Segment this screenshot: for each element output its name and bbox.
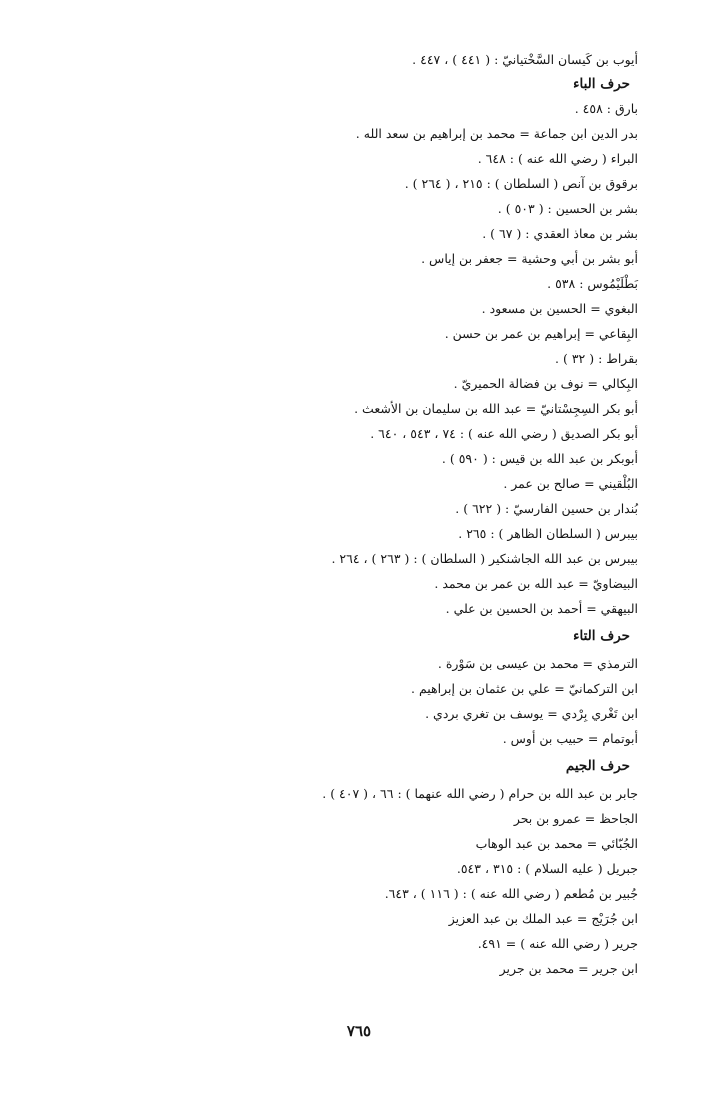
index-entry: برقوق بن آنص ( السلطان ) : ٢١٥ ، ( ٢٦٤ ) . [404,176,638,191]
index-entry: البيضاويّ = عبد الله بن عمر بن محمد . [434,576,638,591]
index-entry: الترمذي = محمد بن عيسى بن سَوْرة . [437,656,638,671]
index-entry: ابن جُرَيْج = عبد الملك بن عبد العزيز [448,911,638,926]
index-entry: أبو بكر السِجِسْتانيّ = عبد الله بن سليمان بن الأشعث . [354,401,638,416]
index-entry: البُلْقيني = صالح بن عمر . [503,476,638,491]
index-entry: البغوي = الحسين بن مسعود . [481,301,638,316]
index-entry: جابر بن عبد الله بن حرام ( رضي الله عنهما ) : ٦٦ ، ( ٤٠٧ ) . [322,786,638,801]
index-entry: بُندار بن حسين الفارسيّ : ( ٦٢٢ ) . [455,501,638,516]
index-entry: بَطْلَيْمُوس : ٥٣٨ . [547,276,638,291]
index-entry: البِكالي = نوف بن فضالة الحميريّ . [453,376,638,391]
index-entry: أبو بشر بن أبي وحشية = جعفر بن إياس . [421,251,638,266]
index-entry: البيهقي = أحمد بن الحسين بن علي . [445,601,638,616]
index-entry: بشر بن الحسين : ( ٥٠٣ ) . [497,201,638,216]
index-entry: جرير ( رضي الله عنه ) = ٤٩١. [477,936,638,951]
index-entry: أيوب بن كَيسان السَّخْتيانيّ : ( ٤٤١ ) ، ٤٤٧ . [412,52,638,67]
index-entry: ابن التركمانيّ = علي بن عثمان بن إبراهيم . [411,681,638,696]
index-entry: ابن تَغْري بِرْدي = يوسف بن تغري بردي . [425,706,638,721]
index-column [308,47,638,981]
index-entry: بيبرس ( السلطان الظاهر ) : ٢٦٥ . [458,526,638,541]
index-entry: بيبرس بن عبد الله الجاشنكير ( السلطان ) : ( ٢٦٣ ) ، ٢٦٤ . [331,551,638,566]
index-entry: بشر بن معاذ العقدي : ( ٦٧ ) . [482,226,638,241]
index-entry: بارق : ٤٥٨ . [574,101,638,116]
index-entry: الجاحظ = عمرو بن بحر [513,811,638,826]
index-entry: أبوبكر بن عبد الله بن قيس : ( ٥٩٠ ) . [441,451,638,466]
page-number: ٧٦٥ [346,1022,372,1040]
index-entry: ابن جرير = محمد بن جرير [499,961,638,976]
section-heading: حرف التاء [573,628,630,644]
index-entry: بدر الدين ابن جماعة = محمد بن إبراهيم بن سعد الله . [355,126,638,141]
index-entry: البراء ( رضي الله عنه ) : ٦٤٨ . [477,151,638,166]
index-entry: بقراط : ( ٣٢ ) . [555,351,638,366]
index-entry: جبريل ( عليه السلام ) : ٣١٥ ، ٥٤٣. [456,861,638,876]
section-heading: حرف الجيم [565,758,630,774]
section-heading: حرف الباء [573,76,630,92]
index-entry: الجُبّائي = محمد بن عبد الوهاب [475,836,638,851]
index-entry: أبو بكر الصديق ( رضي الله عنه ) : ٧٤ ، ٥٤٣ ، ٦٤٠ . [370,426,638,441]
index-entry: البِقاعي = إبراهيم بن عمر بن حسن . [444,326,638,341]
index-entry: جُبير بن مُطعم ( رضي الله عنه ) : ( ١١٦ ) ، ٦٤٣. [384,886,638,901]
index-entry: أبوتمام = حبيب بن أوس . [502,731,638,746]
